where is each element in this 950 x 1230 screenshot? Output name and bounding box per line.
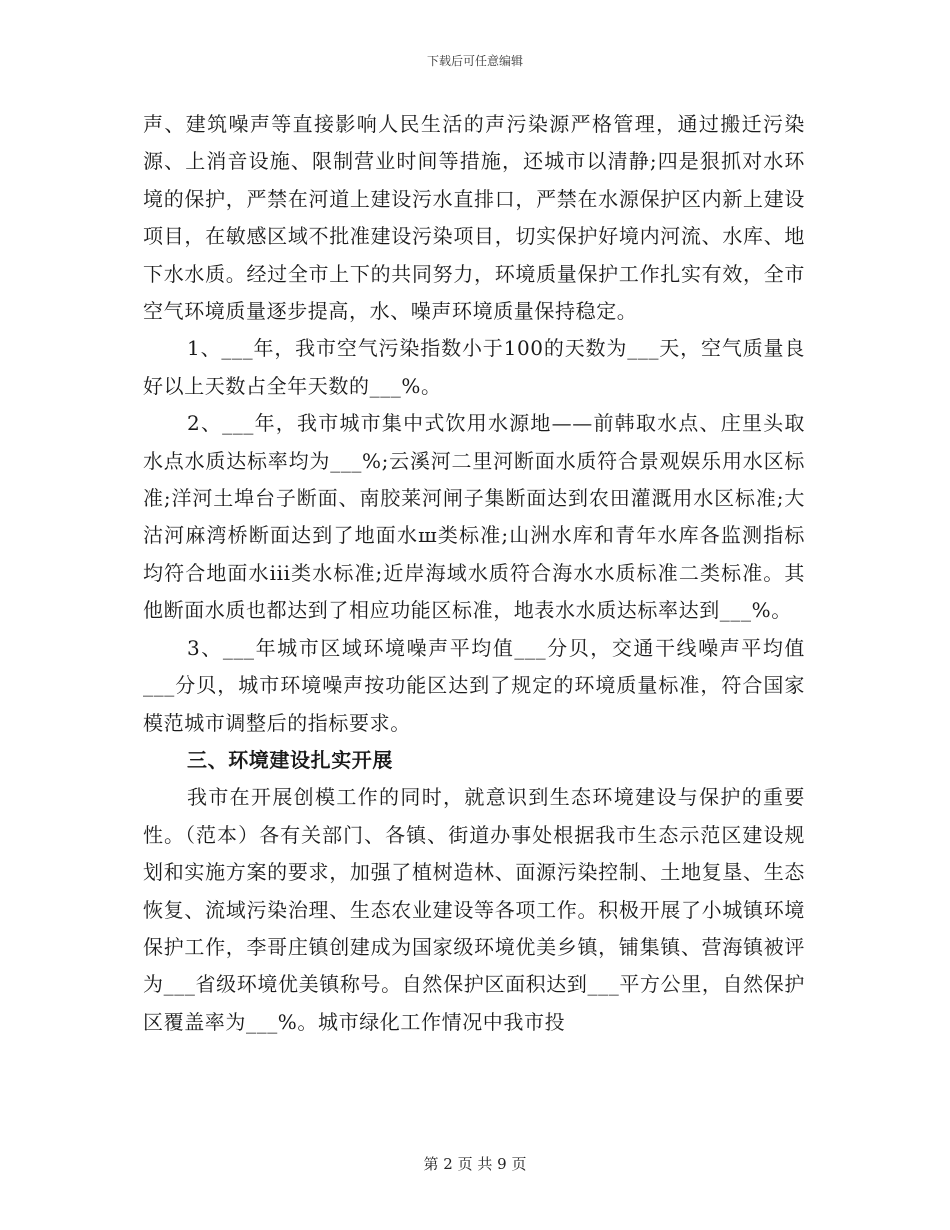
paragraph-air-quality: 1、___年，我市空气污染指数小于100的天数为___天，空气质量良好以上天数占全年天数的___%。	[143, 336, 805, 398]
paragraph-ecological-construction: 我市在开展创模工作的同时，就意识到生态环境建设与保护的重要性。（范本）各有关部门、各镇、街道办事处根据我市生态示范区建设规划和实施方案的要求，加强了植树造林、面源污染控制、土地复垦、生态恢复、流域污染治理、生态农业建设等各项工作。积极开展了小城镇环境保护工作，李哥庄镇创建成为国家级环境优美乡镇，铺集镇、营海镇被评为___省级环境优美镇称号。自然保护区面积达到___平方公里，自然保护区覆盖率为___%。城市绿化工作情况中我市投	[143, 785, 805, 1034]
document-body	[143, 106, 805, 1041]
paragraph-noise-level: 3、___年城市区域环境噪声平均值___分贝，交通干线噪声平均值___分贝，城市环境噪声按功能区达到了规定的环境质量标准，符合国家模范城市调整后的指标要求。	[143, 635, 805, 735]
paragraph-pollution-management: 声、建筑噪声等直接影响人民生活的声污染源严格管理，通过搬迁污染源、上消音设施、限制营业时间等措施，还城市以清静;四是狠抓对水环境的保护，严禁在河道上建设污水直排口，严禁在水源保护区内新上建设项目，在敏感区域不批准建设污染项目，切实保护好境内河流、水库、地下水水质。经过全市上下的共同努力，环境质量保护工作扎实有效，全市空气环境质量逐步提高，水、噪声环境质量保持稳定。	[143, 112, 805, 324]
paragraph-water-quality: 2、___年，我市城市集中式饮用水源地——前韩取水点、庄里头取水点水质达标率均为___%;云溪河二里河断面水质符合景观娱乐用水区标准;洋河土埠台子断面、南胶莱河闸子集断面达到农田灌溉用水区标准;大沽河麻湾桥断面达到了地面水ш类标准;山洲水库和青年水库各监测指标均符合地面水iii类水标准;近岸海域水质符合海水水质标准二类标准。其他断面水质也都达到了相应功能区标准，地表水水质达标率达到___%。	[143, 411, 805, 623]
page-number: 第 2 页 共 9 页	[423, 1155, 527, 1173]
section-heading: 三、环境建设扎实开展	[187, 747, 393, 772]
page-header-note: 下载后可任意编辑	[426, 54, 523, 68]
